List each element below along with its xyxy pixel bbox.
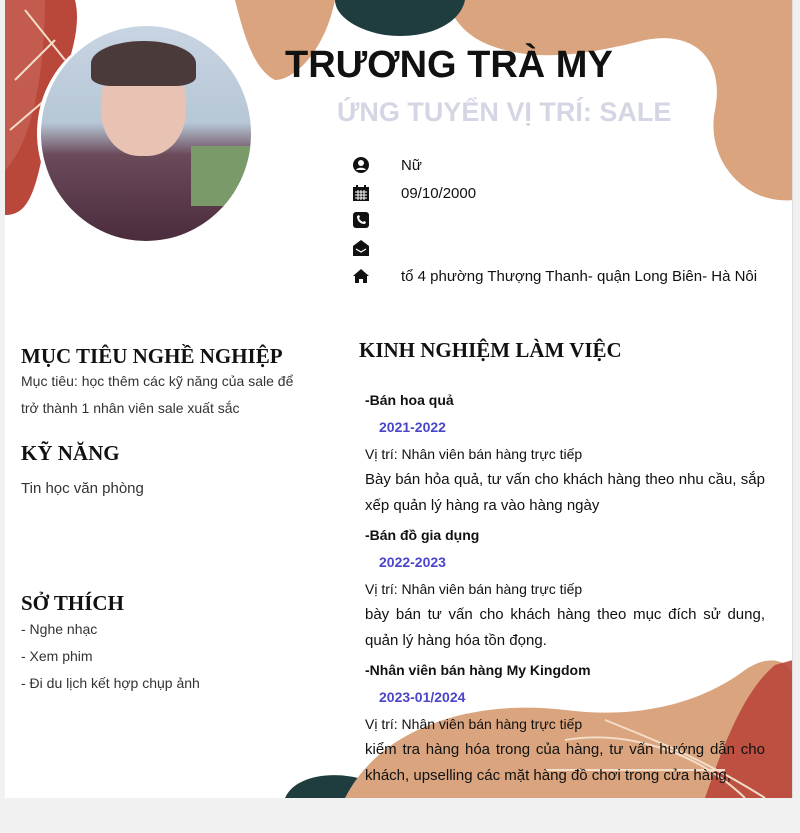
skills-title: KỸ NĂNG bbox=[21, 441, 120, 465]
job-description: kiểm tra hàng hóa trong của hàng, tư vấn hướng dẫn cho khách, upselling các mặt hàng đồ chơi trong cửa hàng, bbox=[365, 741, 765, 784]
job-name: -Bán đồ gia dụng bbox=[365, 527, 480, 543]
job-description: Bày bán hỏa quả, tư vấn cho khách hàng theo nhu cầu, sắp xếp quản lý hàng ra vào hàng ngày bbox=[365, 471, 765, 514]
hobby-item: - Nghe nhạc bbox=[21, 621, 98, 637]
envelope-icon bbox=[352, 239, 370, 257]
skill-item: Tin học văn phòng bbox=[21, 480, 144, 497]
hobbies-title: SỞ THÍCH bbox=[21, 591, 124, 615]
hobby-item: - Xem phim bbox=[21, 648, 93, 664]
home-icon bbox=[352, 267, 370, 285]
job-years: 2023-01/2024 bbox=[379, 689, 466, 705]
user-icon bbox=[352, 156, 370, 174]
birthdate-value: 09/10/2000 bbox=[401, 185, 477, 202]
objective-line: Mục tiêu: học thêm các kỹ năng của sale để bbox=[21, 373, 294, 389]
job-years: 2021-2022 bbox=[379, 419, 446, 435]
full-name: TRƯƠNG TRÀ MY bbox=[285, 44, 613, 86]
objective-line: trở thành 1 nhân viên sale xuất sắc bbox=[21, 400, 240, 416]
job-role: Vị trí: Nhân viên bán hàng trực tiếp bbox=[365, 446, 583, 462]
profile-photo bbox=[41, 26, 251, 241]
cv-page bbox=[5, 0, 793, 798]
gender-value: Nữ bbox=[401, 157, 422, 174]
job-name: -Bán hoa quả bbox=[365, 392, 454, 408]
objective-title: MỤC TIÊU NGHỀ NGHIỆP bbox=[21, 344, 283, 368]
hobby-item: - Đi du lịch kết hợp chụp ảnh bbox=[21, 675, 200, 691]
experience-title: KINH NGHIỆM LÀM VIỆC bbox=[359, 338, 622, 362]
job-role: Vị trí: Nhân viên bán hàng trực tiếp bbox=[365, 716, 583, 732]
job-role: Vị trí: Nhân viên bán hàng trực tiếp bbox=[365, 581, 583, 597]
phone-icon bbox=[352, 211, 370, 229]
job-years: 2022-2023 bbox=[379, 554, 446, 570]
calendar-icon bbox=[352, 184, 370, 202]
job-description: bày bán tư vấn cho khách hàng theo mục đích sử dung, quản lý hàng hóa tồn đọng. bbox=[365, 606, 765, 649]
position-applied: ỨNG TUYỂN VỊ TRÍ: SALE bbox=[337, 97, 672, 127]
job-name: -Nhân viên bán hàng My Kingdom bbox=[365, 662, 591, 678]
address-value: tổ 4 phường Thượng Thanh- quận Long Biên- Hà Nôi bbox=[401, 268, 758, 285]
